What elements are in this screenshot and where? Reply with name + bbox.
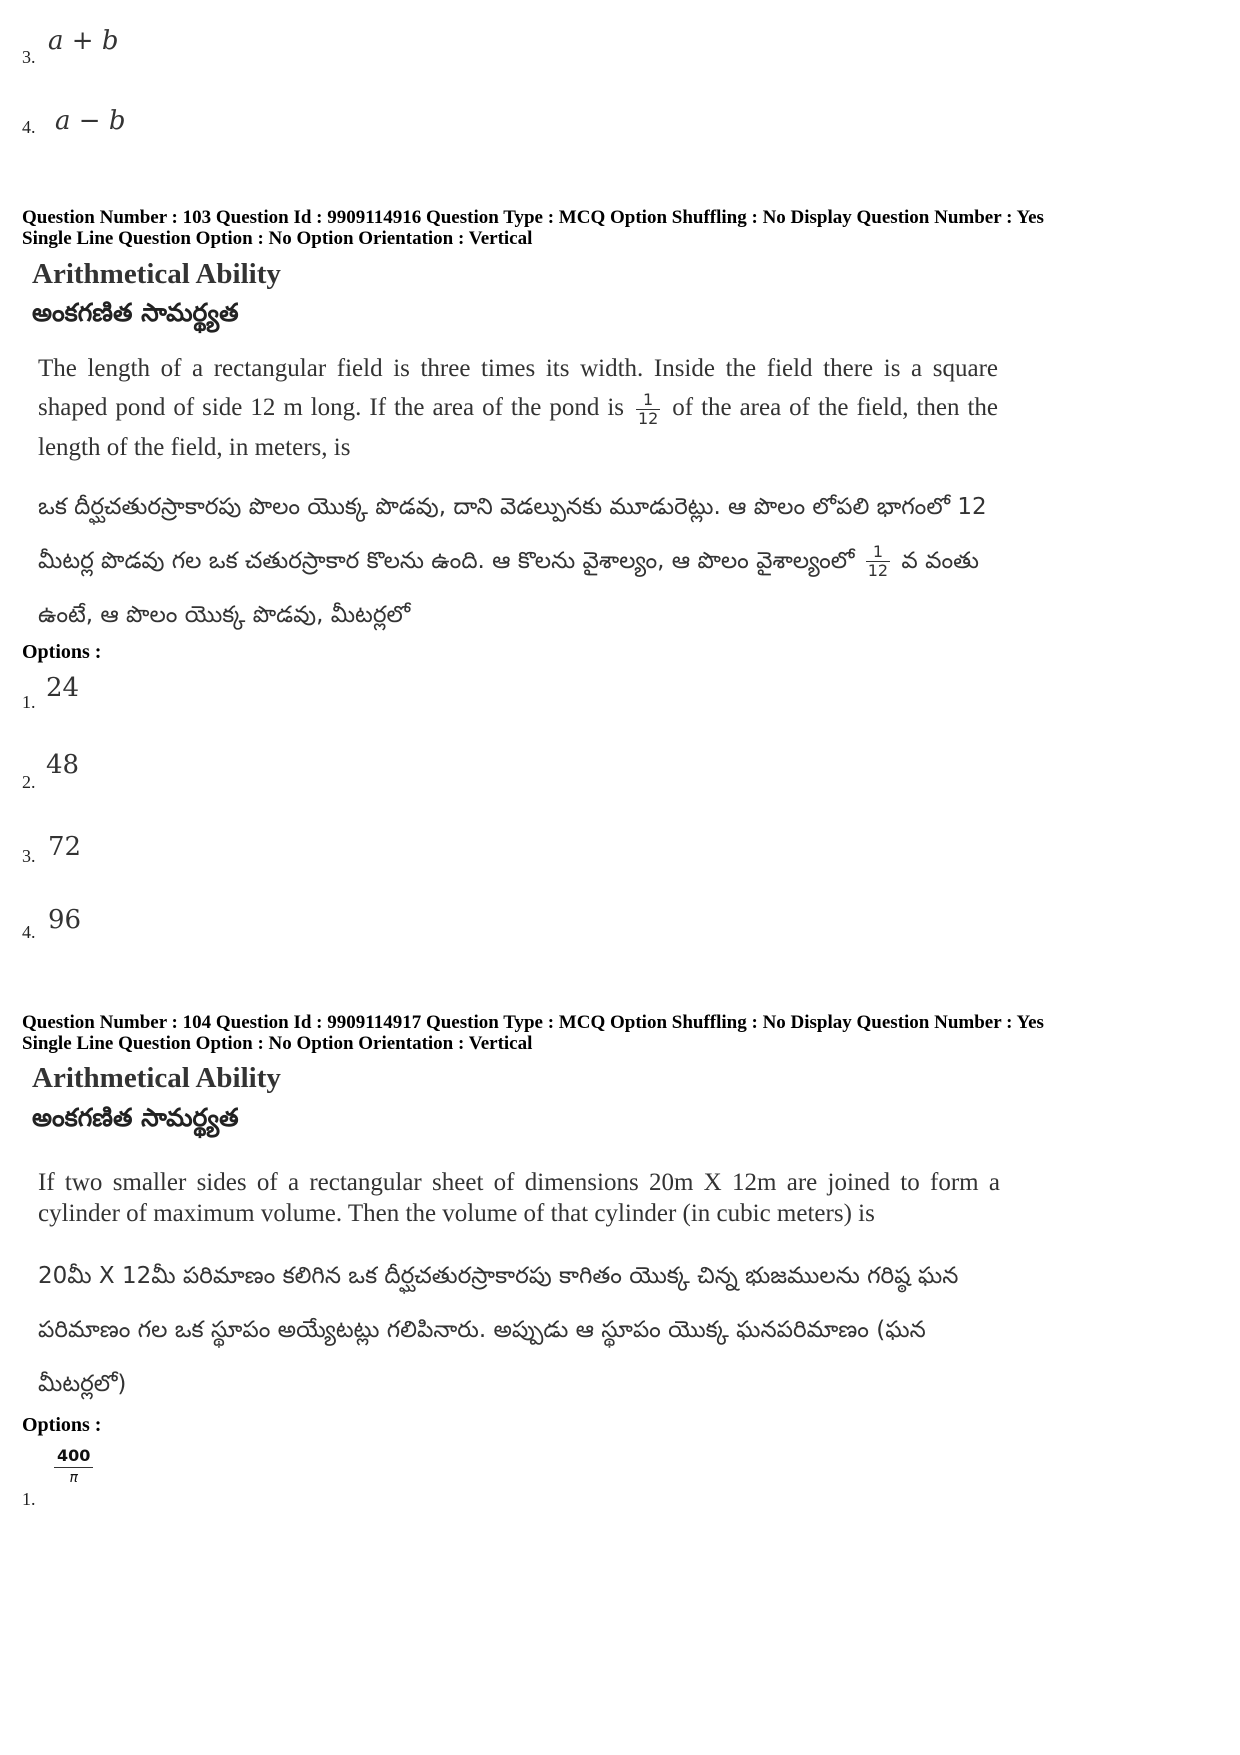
- fraction-denominator: 12: [867, 561, 889, 580]
- question-103-option-2-value[interactable]: 48: [46, 750, 80, 780]
- question-103-telugu-part-1: ఒక దీర్ఘచతురస్రాకారపు పొలం యొక్క పొడవు, దాని వెడల్పునకు మూడురెట్లు. ఆ పొలం లోపలి భాగంలో 12 మీటర్ల పొడవు గల ఒక చతురస్రాకార కొలను ఉంది. ఆ కొలను వైశాల్యం, ఆ పొలం వైశాల్యంలో: [38, 494, 987, 574]
- question-103-option-3-number: 3.: [22, 846, 36, 866]
- question-104-option-1-number: 1.: [22, 1489, 36, 1509]
- question-103-telugu-fraction: [866, 543, 890, 580]
- question-103-section-title-te: అంకగణిత సామర్థ్యత: [32, 298, 239, 327]
- question-103-option-2-number: 2.: [22, 772, 36, 792]
- question-103-option-1-number: 1.: [22, 692, 36, 712]
- prev-option-3-value[interactable]: a + b: [48, 26, 119, 56]
- question-103: [22, 207, 1222, 249]
- prev-option-4-number: 4.: [22, 117, 36, 137]
- question-103-telugu-text: [38, 480, 1000, 642]
- question-104-option-1-value[interactable]: [54, 1446, 93, 1486]
- question-103-meta-line-2: Single Line Question Option : No Option Orientation : Vertical: [22, 228, 533, 249]
- question-103-telugu-part-2: వ వంతు ఉంటే, ఆ పొలం యొక్క పొడవు, మీటర్లలో: [38, 548, 979, 628]
- question-104-section-title-en: Arithmetical Ability: [32, 1062, 281, 1094]
- question-103-fraction: [636, 391, 660, 428]
- prev-option-3-number: 3.: [22, 47, 36, 67]
- question-103-option-4-value[interactable]: 96: [48, 905, 82, 935]
- question-103-section-title-en: Arithmetical Ability: [32, 258, 281, 290]
- question-104-telugu-text: 20మీ X 12మీ పరిమాణం కలిగిన ఒక దీర్ఘచతురస్రాకారపు కాగితం యొక్క చిన్న భుజములను గరిష్ఠ ఘన పరిమాణం గల ఒక స్థూపం అయ్యేటట్లు గలిపినారు. అప్పుడు ఆ స్థూపం యొక్క ఘనపరిమాణం (ఘన మీటర్లలో): [38, 1263, 959, 1397]
- question-104: [22, 1012, 1222, 1054]
- question-104-section-title-te: అంకగణిత సామర్థ్యత: [32, 1103, 239, 1132]
- question-104-english-text: If two smaller sides of a rectangular sheet of dimensions 20m X 12m are joined to form a cylinder of maximum volume. Then the volume of that cylinder (in cubic meters) is: [38, 1169, 1000, 1227]
- question-103-options-label: Options :: [22, 641, 102, 663]
- fraction-numerator: 1: [636, 391, 660, 410]
- prev-option-4-value[interactable]: a − b: [55, 106, 126, 136]
- question-103-option-4-number: 4.: [22, 922, 36, 942]
- question-104-meta-line-2: Single Line Question Option : No Option Orientation : Vertical: [22, 1033, 533, 1054]
- question-103-english-part-1: The length of a rectangular field is three times its width. Inside the field there is a square shaped pond of side 12 m long. If the area of the pond is: [38, 355, 998, 421]
- question-103-meta-line-1: Question Number : 103 Question Id : 9909114916 Question Type : MCQ Option Shuffling : No Display Question Number : Yes: [22, 207, 1044, 228]
- question-103-option-3-value[interactable]: 72: [48, 832, 82, 862]
- fraction-denominator: 12: [637, 408, 659, 428]
- question-104-options-label: Options :: [22, 1414, 102, 1436]
- option-fraction-numerator: 400: [54, 1446, 93, 1468]
- fraction-numerator: 1: [866, 543, 890, 562]
- question-103-english-part-2: of the area of the field, then the length of the field, in meters, is: [38, 394, 999, 461]
- question-103-option-1-value[interactable]: 24: [46, 673, 80, 703]
- question-103-english-text: [38, 349, 998, 467]
- question-104-meta-line-1: Question Number : 104 Question Id : 9909114917 Question Type : MCQ Option Shuffling : No Display Question Number : Yes: [22, 1012, 1044, 1033]
- option-fraction-denominator: π: [69, 1470, 78, 1486]
